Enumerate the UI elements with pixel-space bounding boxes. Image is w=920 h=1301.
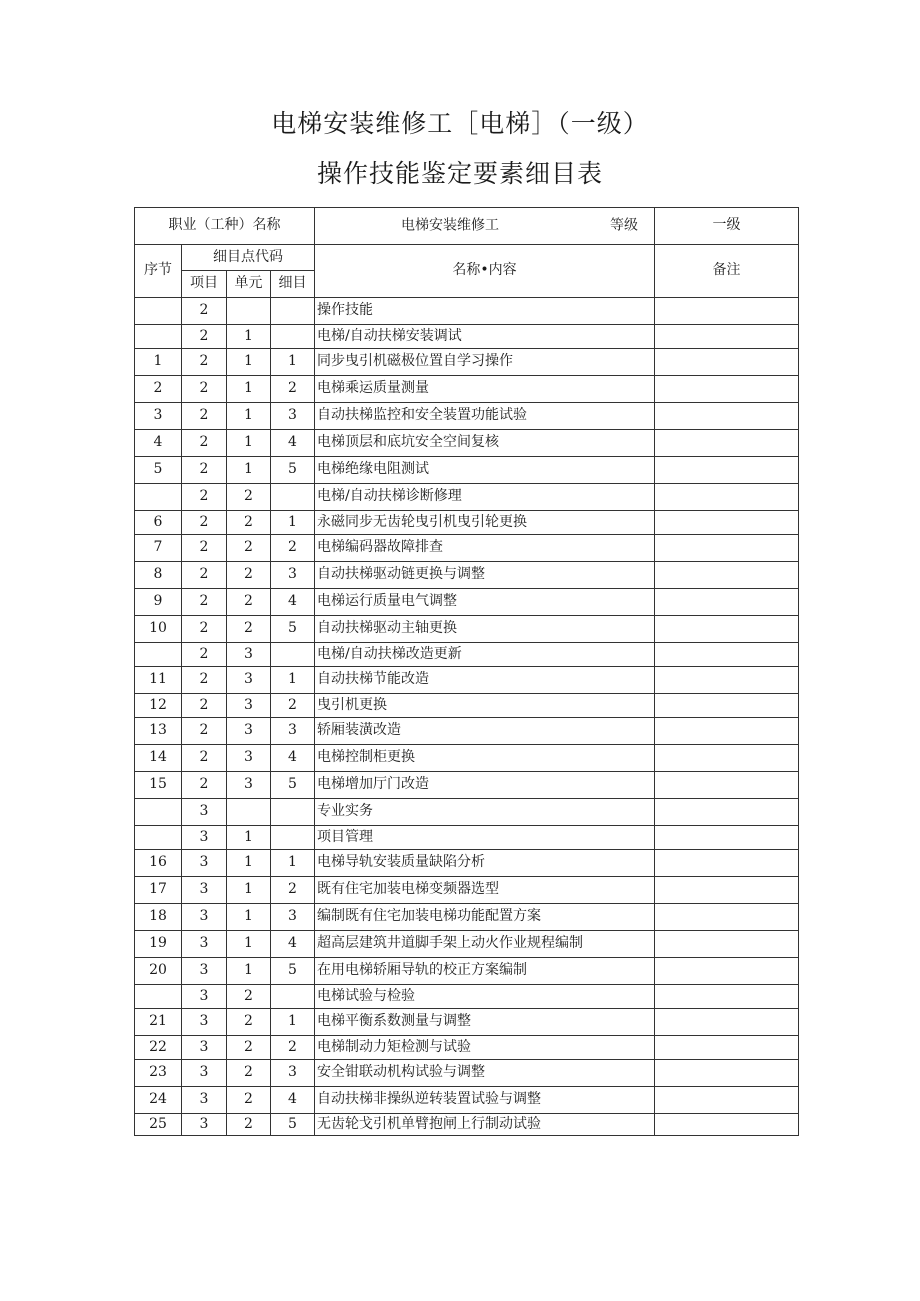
table-row: [135, 589, 799, 616]
seq-cell: 6: [135, 511, 182, 535]
item-code-cell: 3: [182, 799, 227, 826]
item-code-cell: 2: [182, 772, 227, 799]
name-cell: 自动扶梯非操纵逆转装置试验与调整: [315, 1087, 655, 1114]
name-cell: 自动扶梯节能改造: [315, 667, 655, 694]
seq-cell: [135, 325, 182, 349]
detail-code-cell: 4: [271, 745, 315, 772]
name-cell: 永磁同步无齿轮曳引机曳引轮更换: [315, 511, 655, 535]
item-code-cell: 2: [182, 376, 227, 403]
header-row-code: [135, 245, 799, 271]
name-cell: 操作技能: [315, 298, 655, 325]
unit-code-cell: 1: [227, 931, 271, 958]
seq-cell: 5: [135, 457, 182, 484]
item-code-cell: 3: [182, 958, 227, 985]
seq-cell: 12: [135, 694, 182, 718]
detail-code-cell: 2: [271, 877, 315, 904]
item-code-cell: 2: [182, 643, 227, 667]
detail-code-cell: 5: [271, 1114, 315, 1136]
item-code-cell: 3: [182, 1087, 227, 1114]
seq-cell: 3: [135, 403, 182, 430]
unit-code-cell: 1: [227, 958, 271, 985]
remark-cell: [655, 931, 799, 958]
remark-cell: [655, 589, 799, 616]
remark-cell: [655, 403, 799, 430]
unit-code-cell: 2: [227, 1060, 271, 1087]
item-code-cell: 3: [182, 904, 227, 931]
remark-cell: [655, 958, 799, 985]
unit-code-cell: 2: [227, 985, 271, 1009]
remark-cell: [655, 325, 799, 349]
item-code-cell: 3: [182, 1060, 227, 1087]
detail-code-cell: 3: [271, 904, 315, 931]
detail-code-cell: 5: [271, 457, 315, 484]
table-row: [135, 616, 799, 643]
header-row-occupation: [135, 208, 799, 245]
item-code-cell: 2: [182, 535, 227, 562]
name-cell: 轿厢装潢改造: [315, 718, 655, 745]
item-code-cell: 2: [182, 349, 227, 376]
item-code-cell: 2: [182, 562, 227, 589]
name-cell: 电梯/自动扶梯改造更新: [315, 643, 655, 667]
remark-cell: [655, 349, 799, 376]
remark-cell: [655, 616, 799, 643]
unit-code-cell: 1: [227, 430, 271, 457]
unit-code-cell: 2: [227, 484, 271, 511]
remark-cell: [655, 535, 799, 562]
unit-code-cell: 2: [227, 589, 271, 616]
unit-code-cell: 1: [227, 850, 271, 877]
table-row: [135, 298, 799, 325]
detail-code-cell: 1: [271, 667, 315, 694]
remark-cell: [655, 718, 799, 745]
code-label: 细目点代码: [182, 245, 315, 271]
table-row: [135, 877, 799, 904]
item-code-cell: 2: [182, 589, 227, 616]
table-row: [135, 667, 799, 694]
seq-cell: 10: [135, 616, 182, 643]
unit-code-cell: 1: [227, 403, 271, 430]
detail-code-cell: 5: [271, 772, 315, 799]
name-cell: 自动扶梯驱动链更换与调整: [315, 562, 655, 589]
seq-cell: 25: [135, 1114, 182, 1136]
name-label: 名称•内容: [315, 245, 655, 298]
table-row: [135, 562, 799, 589]
name-cell: 自动扶梯监控和安全装置功能试验: [315, 403, 655, 430]
item-code-cell: 3: [182, 826, 227, 850]
remark-label: 备注: [655, 245, 799, 298]
item-code-cell: 2: [182, 430, 227, 457]
table-row: [135, 826, 799, 850]
seq-label: 序节: [135, 245, 182, 298]
document-subtitle: 操作技能鉴定要素细目表: [316, 159, 603, 188]
detail-code-cell: [271, 643, 315, 667]
detail-code-cell: 4: [271, 430, 315, 457]
name-cell: 专业实务: [315, 799, 655, 826]
name-cell: 在用电梯轿厢导轨的校正方案编制: [315, 958, 655, 985]
document-title: 电梯安装维修工［电梯］（一级）: [271, 109, 649, 138]
unit-code-cell: 3: [227, 772, 271, 799]
unit-label: 单元: [227, 271, 271, 298]
table-row: [135, 349, 799, 376]
unit-code-cell: [227, 799, 271, 826]
name-cell: 电梯导轨安装质量缺陷分析: [315, 850, 655, 877]
table-row: [135, 403, 799, 430]
unit-code-cell: 2: [227, 1036, 271, 1060]
seq-cell: 22: [135, 1036, 182, 1060]
unit-code-cell: 3: [227, 745, 271, 772]
name-cell: 电梯制动力矩检测与试验: [315, 1036, 655, 1060]
table-row: [135, 1036, 799, 1060]
remark-cell: [655, 1009, 799, 1036]
unit-code-cell: 3: [227, 718, 271, 745]
seq-cell: 4: [135, 430, 182, 457]
seq-cell: 23: [135, 1060, 182, 1087]
seq-cell: 20: [135, 958, 182, 985]
table-row: [135, 430, 799, 457]
item-code-cell: 3: [182, 985, 227, 1009]
unit-code-cell: 1: [227, 325, 271, 349]
detail-code-cell: [271, 325, 315, 349]
seq-cell: 8: [135, 562, 182, 589]
remark-cell: [655, 667, 799, 694]
table-row: [135, 745, 799, 772]
remark-cell: [655, 799, 799, 826]
item-code-cell: 2: [182, 745, 227, 772]
detail-label: 细目: [271, 271, 315, 298]
name-cell: 电梯运行质量电气调整: [315, 589, 655, 616]
detail-code-cell: 3: [271, 562, 315, 589]
seq-cell: 15: [135, 772, 182, 799]
unit-code-cell: 2: [227, 1087, 271, 1114]
item-label: 项目: [182, 271, 227, 298]
seq-cell: [135, 298, 182, 325]
unit-code-cell: 1: [227, 349, 271, 376]
unit-code-cell: 1: [227, 826, 271, 850]
name-cell: 同步曳引机磁极位置自学习操作: [315, 349, 655, 376]
unit-code-cell: 2: [227, 1009, 271, 1036]
remark-cell: [655, 457, 799, 484]
seq-cell: [135, 826, 182, 850]
table-row: [135, 484, 799, 511]
item-code-cell: 3: [182, 931, 227, 958]
grade-label: 等级: [610, 217, 638, 234]
remark-cell: [655, 1036, 799, 1060]
unit-code-cell: 3: [227, 694, 271, 718]
name-cell: 编制既有住宅加装电梯功能配置方案: [315, 904, 655, 931]
item-code-cell: 3: [182, 1114, 227, 1136]
occupation-value: 电梯安装维修工: [401, 217, 499, 234]
seq-cell: 2: [135, 376, 182, 403]
remark-cell: [655, 904, 799, 931]
remark-cell: [655, 511, 799, 535]
table-row: [135, 958, 799, 985]
remark-cell: [655, 643, 799, 667]
item-code-cell: 3: [182, 850, 227, 877]
seq-cell: 11: [135, 667, 182, 694]
table-row: [135, 985, 799, 1009]
unit-code-cell: [227, 298, 271, 325]
remark-cell: [655, 826, 799, 850]
remark-cell: [655, 1087, 799, 1114]
detail-code-cell: 3: [271, 403, 315, 430]
item-code-cell: 3: [182, 1009, 227, 1036]
table-row: [135, 799, 799, 826]
detail-code-cell: 2: [271, 1036, 315, 1060]
remark-cell: [655, 430, 799, 457]
remark-cell: [655, 376, 799, 403]
detail-code-cell: 3: [271, 718, 315, 745]
seq-cell: 14: [135, 745, 182, 772]
item-code-cell: 2: [182, 403, 227, 430]
name-cell: 既有住宅加装电梯变频器选型: [315, 877, 655, 904]
table-row: [135, 718, 799, 745]
detail-code-cell: 1: [271, 1009, 315, 1036]
seq-cell: 21: [135, 1009, 182, 1036]
name-cell: 项目管理: [315, 826, 655, 850]
seq-cell: 16: [135, 850, 182, 877]
unit-code-cell: 2: [227, 511, 271, 535]
table-row: [135, 1009, 799, 1036]
remark-cell: [655, 562, 799, 589]
seq-cell: 19: [135, 931, 182, 958]
detail-code-cell: 2: [271, 694, 315, 718]
item-code-cell: 2: [182, 694, 227, 718]
item-code-cell: 2: [182, 616, 227, 643]
detail-code-cell: 3: [271, 1060, 315, 1087]
unit-code-cell: 3: [227, 667, 271, 694]
name-cell: 电梯编码器故障排查: [315, 535, 655, 562]
name-cell: 自动扶梯驱动主轴更换: [315, 616, 655, 643]
item-code-cell: 2: [182, 298, 227, 325]
item-code-cell: 2: [182, 667, 227, 694]
name-cell: 曳引机更换: [315, 694, 655, 718]
unit-code-cell: 3: [227, 643, 271, 667]
detail-code-cell: [271, 298, 315, 325]
name-cell: 电梯控制柜更换: [315, 745, 655, 772]
item-code-cell: 3: [182, 877, 227, 904]
remark-cell: [655, 850, 799, 877]
item-code-cell: 2: [182, 511, 227, 535]
occupation-grade-cell: [315, 208, 655, 245]
seq-cell: 24: [135, 1087, 182, 1114]
remark-cell: [655, 694, 799, 718]
seq-cell: 18: [135, 904, 182, 931]
name-cell: 电梯顶层和底坑安全空间复核: [315, 430, 655, 457]
table-row: [135, 376, 799, 403]
grade-value: 一级: [655, 208, 799, 245]
seq-cell: 1: [135, 349, 182, 376]
remark-cell: [655, 298, 799, 325]
remark-cell: [655, 985, 799, 1009]
remark-cell: [655, 484, 799, 511]
name-cell: 电梯平衡系数测量与调整: [315, 1009, 655, 1036]
name-cell: 电梯绝缘电阻测试: [315, 457, 655, 484]
detail-code-cell: 1: [271, 349, 315, 376]
table-row: [135, 1114, 799, 1136]
name-cell: 电梯增加厅门改造: [315, 772, 655, 799]
unit-code-cell: 1: [227, 877, 271, 904]
table-row: [135, 850, 799, 877]
detail-code-cell: 1: [271, 850, 315, 877]
detail-code-cell: [271, 826, 315, 850]
unit-code-cell: 1: [227, 904, 271, 931]
item-code-cell: 3: [182, 1036, 227, 1060]
name-cell: 电梯/自动扶梯安装调试: [315, 325, 655, 349]
detail-code-cell: [271, 985, 315, 1009]
detail-code-cell: 4: [271, 1087, 315, 1114]
elements-table: [134, 207, 799, 1136]
unit-code-cell: 2: [227, 616, 271, 643]
table-row: [135, 535, 799, 562]
item-code-cell: 2: [182, 484, 227, 511]
seq-cell: [135, 484, 182, 511]
detail-code-cell: [271, 799, 315, 826]
item-code-cell: 2: [182, 325, 227, 349]
table-row: [135, 904, 799, 931]
name-cell: 电梯试验与检验: [315, 985, 655, 1009]
table-row: [135, 457, 799, 484]
unit-code-cell: 2: [227, 1114, 271, 1136]
detail-code-cell: 2: [271, 535, 315, 562]
remark-cell: [655, 1060, 799, 1087]
detail-code-cell: 1: [271, 511, 315, 535]
detail-code-cell: 5: [271, 616, 315, 643]
remark-cell: [655, 772, 799, 799]
seq-cell: [135, 799, 182, 826]
seq-cell: [135, 643, 182, 667]
detail-code-cell: 2: [271, 376, 315, 403]
table-row: [135, 694, 799, 718]
table-row: [135, 643, 799, 667]
remark-cell: [655, 877, 799, 904]
unit-code-cell: 2: [227, 535, 271, 562]
seq-cell: [135, 985, 182, 1009]
seq-cell: 17: [135, 877, 182, 904]
seq-cell: 9: [135, 589, 182, 616]
table-row: [135, 1060, 799, 1087]
name-cell: 安全钳联动机构试验与调整: [315, 1060, 655, 1087]
seq-cell: 13: [135, 718, 182, 745]
table-row: [135, 931, 799, 958]
table-row: [135, 511, 799, 535]
table-row: [135, 1087, 799, 1114]
name-cell: 电梯乘运质量测量: [315, 376, 655, 403]
remark-cell: [655, 745, 799, 772]
detail-code-cell: [271, 484, 315, 511]
unit-code-cell: 1: [227, 457, 271, 484]
item-code-cell: 2: [182, 457, 227, 484]
seq-cell: 7: [135, 535, 182, 562]
name-cell: 超高层建筑井道脚手架上动火作业规程编制: [315, 931, 655, 958]
name-cell: 电梯/自动扶梯诊断修理: [315, 484, 655, 511]
occupation-label: 职业（工种）名称: [135, 208, 315, 245]
unit-code-cell: 2: [227, 562, 271, 589]
table-row: [135, 325, 799, 349]
unit-code-cell: 1: [227, 376, 271, 403]
detail-code-cell: 4: [271, 589, 315, 616]
name-cell: 无齿轮戈引机单臂抱闸上行制动试验: [315, 1114, 655, 1136]
remark-cell: [655, 1114, 799, 1136]
detail-code-cell: 5: [271, 958, 315, 985]
detail-code-cell: 4: [271, 931, 315, 958]
item-code-cell: 2: [182, 718, 227, 745]
table-row: [135, 772, 799, 799]
